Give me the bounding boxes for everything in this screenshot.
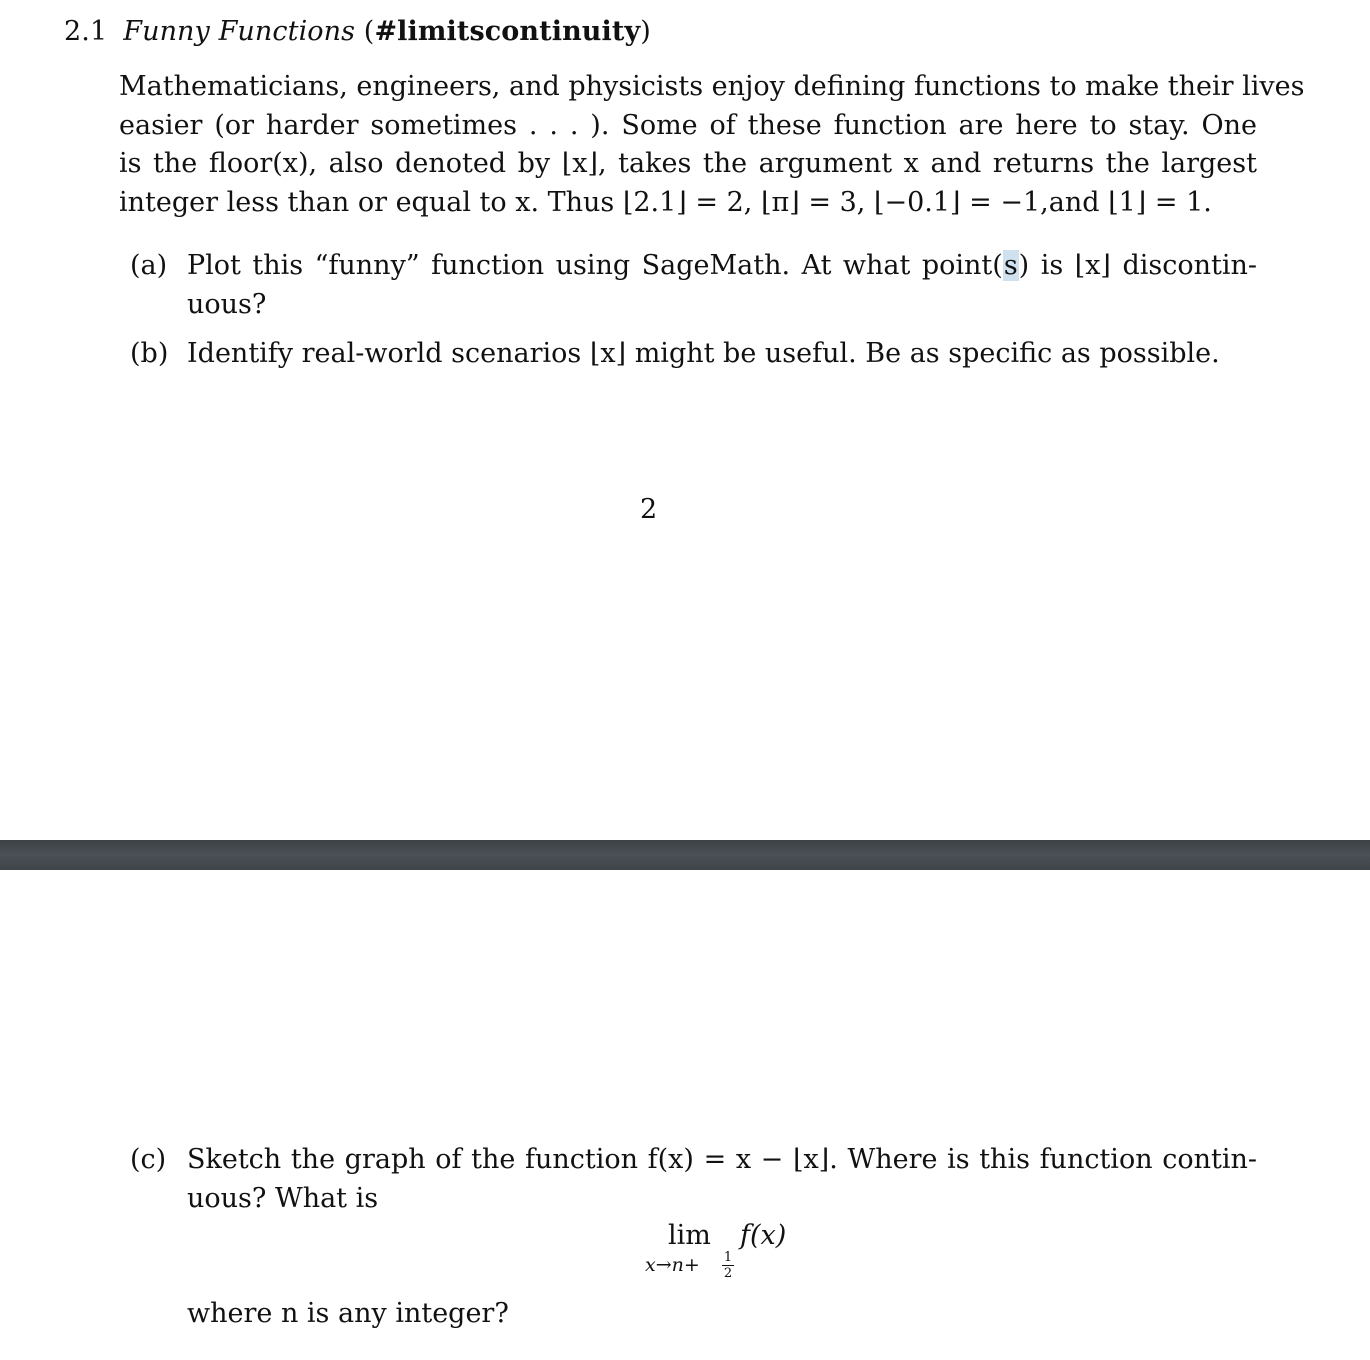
limit-function: f(x) [740, 1220, 787, 1251]
question-a-text: ) is ⌊x⌋ discontin- [1018, 250, 1257, 281]
intro-line: easier (or harder sometimes . . . ). Some of these function are here to stay. One [119, 109, 1257, 141]
question-a-line: uous? [187, 288, 267, 320]
page-separator [0, 840, 1370, 870]
question-c-line: uous? What is [187, 1182, 379, 1214]
limit-fraction [722, 1251, 734, 1280]
section-title: Funny Functions [123, 16, 356, 47]
question-c-line: Sketch the graph of the function f(x) = x − ⌊x⌋. Where is this function contin- [187, 1144, 1257, 1175]
section-tag: #limitscontinuity [374, 16, 641, 47]
limit-operator: lim [668, 1220, 711, 1251]
question-b-text: Identify real-world scenarios ⌊x⌋ might be useful. Be as specific as possible. [187, 338, 1220, 369]
question-b-body [187, 335, 1257, 374]
tag-close: ) [640, 16, 651, 47]
question-a-line [187, 247, 1257, 286]
limit-expression [640, 1218, 810, 1288]
question-c-label: (c) [130, 1144, 167, 1175]
intro-line: is the floor(x), also denoted by ⌊x⌋, takes the argument x and returns the largest [119, 148, 1257, 179]
closing-text: where n is any integer? [187, 1298, 509, 1329]
intro-line: integer less than or equal to x. Thus ⌊2.1⌋ = 2, ⌊π⌋ = 3, ⌊−0.1⌋ = −1,and ⌊1⌋ = 1. [119, 186, 1212, 218]
intro-paragraph [119, 68, 1305, 222]
section-number: 2.1 [64, 16, 108, 47]
page-number: 2 [640, 494, 658, 525]
limit-subscript: x→n+ [645, 1254, 700, 1276]
question-a-body [187, 247, 1257, 324]
question-a-label: (a) [130, 250, 168, 281]
intro-line: Mathematicians, engineers, and physicists enjoy defining functions to make their lives [119, 71, 1305, 102]
question-c-body [187, 1141, 1257, 1218]
question-a-text: Plot this “funny” function using SageMath. At what point( [187, 250, 1003, 281]
highlighted-text: s [1003, 250, 1018, 281]
question-b-label: (b) [130, 338, 169, 369]
section-heading [64, 16, 651, 47]
fraction-denominator: 2 [723, 1266, 733, 1281]
tag-open: ( [363, 16, 375, 47]
fraction-numerator: 1 [723, 1250, 733, 1265]
